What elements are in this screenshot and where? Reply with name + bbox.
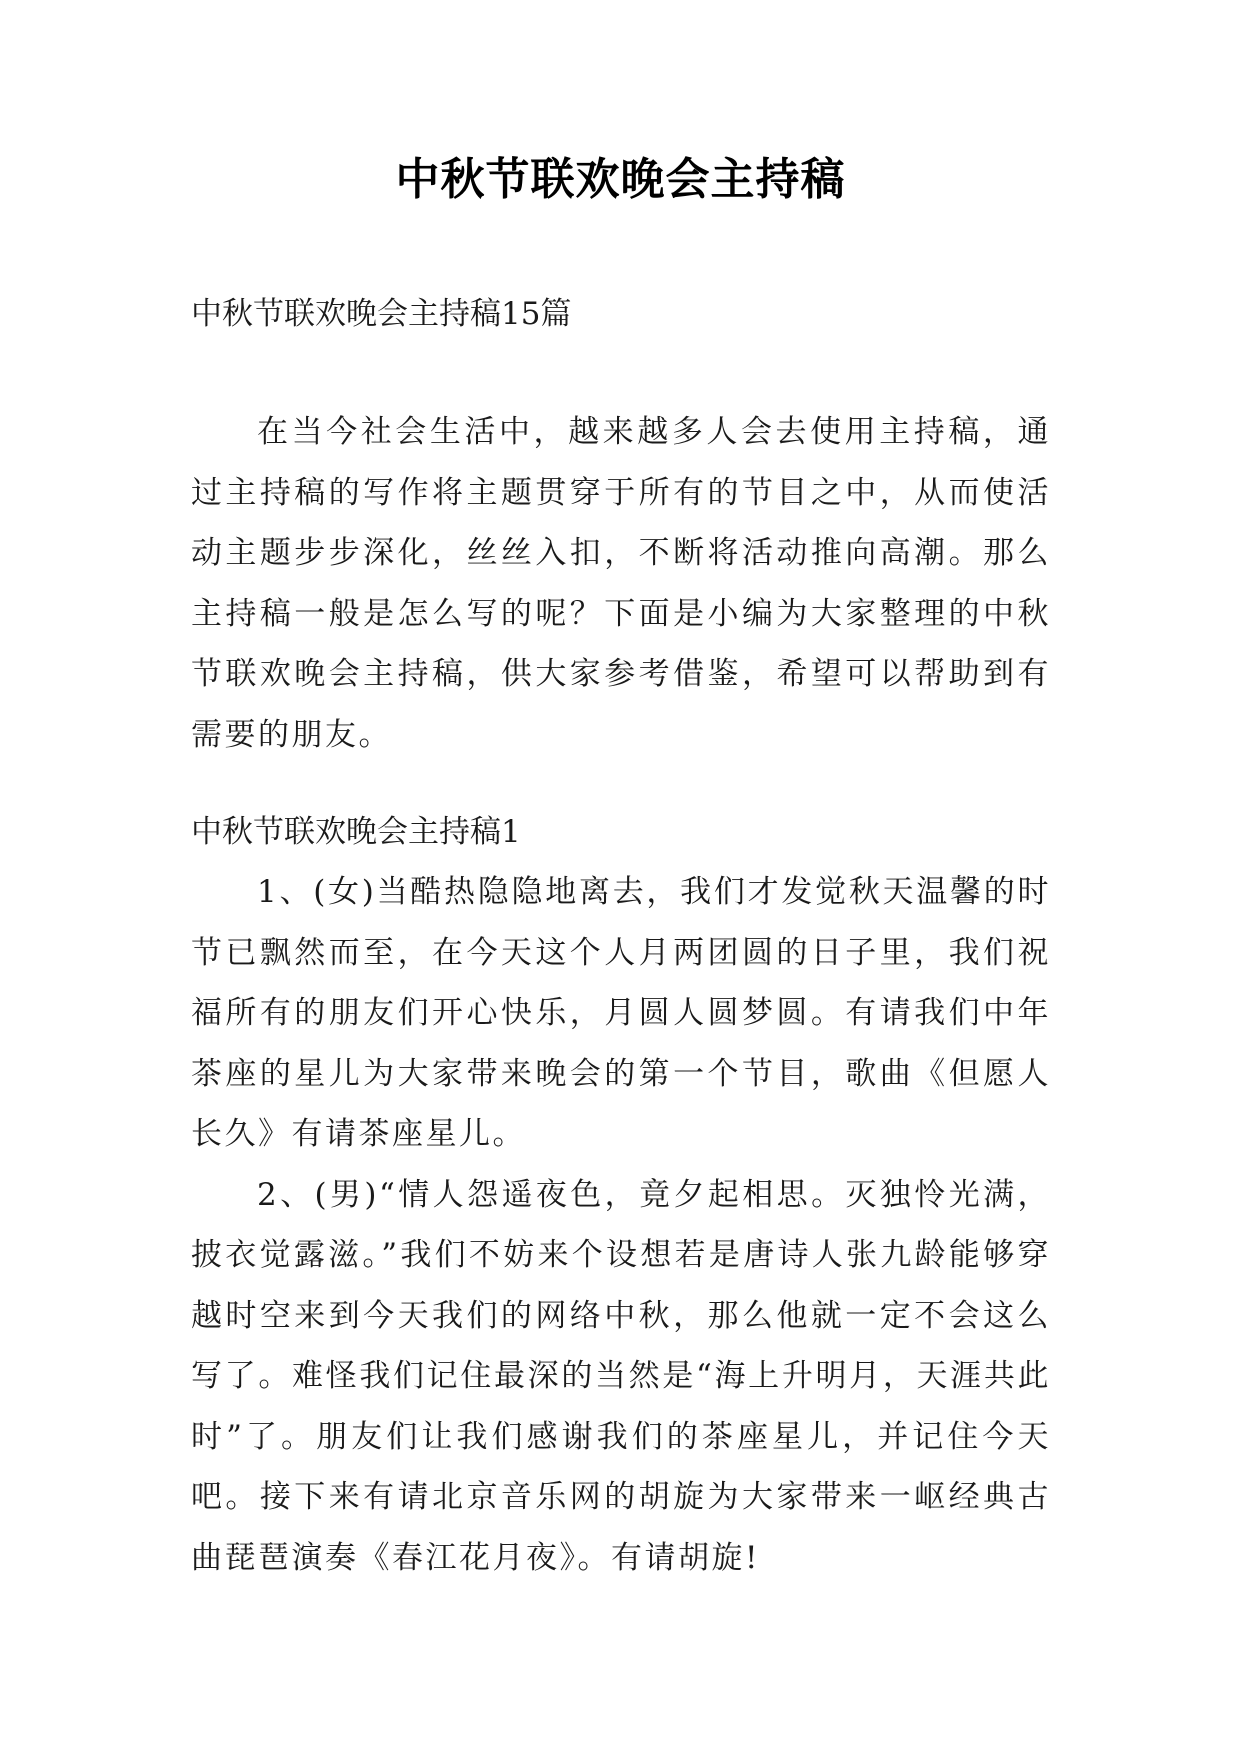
intro-paragraph: 在当今社会生活中，越来越多人会去使用主持稿，通过主持稿的写作将主题贯穿于所有的节目之中，从而使活动主题步步深化，丝丝入扣，不断将活动推向高潮。那么主持稿一般是怎么写的呢？下面是小编为大家整理的中秋节联欢晚会主持稿，供大家参考借鉴，希望可以帮助到有需要的朋友。: [191, 414, 1051, 753]
section-content: [191, 862, 1051, 1588]
document-title: 中秋节联欢晚会主持稿: [395, 154, 846, 205]
intro-block: [191, 402, 1051, 765]
paragraph-1: 1、(女)当酷热隐隐地离去，我们才发觉秋天温馨的时节已飘然而至，在今天这个人月两团圆的日子里，我们祝福所有的朋友们开心快乐，月圆人圆梦圆。有请我们中年茶座的星儿为大家带来晚会的第一个节目，歌曲《但愿人长久》有请茶座星儿。: [191, 874, 1051, 1152]
document-subtitle: 中秋节联欢晚会主持稿15篇: [191, 296, 572, 332]
section-heading: 中秋节联欢晚会主持稿1: [191, 814, 521, 850]
paragraph-2: 2、(男)“情人怨遥夜色，竟夕起相思。灭独怜光满，披衣觉露滋。”我们不妨来个设想若是唐诗人张九龄能够穿越时空来到今天我们的网络中秋，那么他就一定不会这么写了。难怪我们记住最深的当然是“海上升明月，天涯共此时”了。朋友们让我们感谢我们的茶座星儿，并记住今天吧。接下来有请北京音乐网的胡旋为大家带来一岖经典古曲琵琶演奏《春江花月夜》。有请胡旋!: [191, 1176, 1051, 1576]
